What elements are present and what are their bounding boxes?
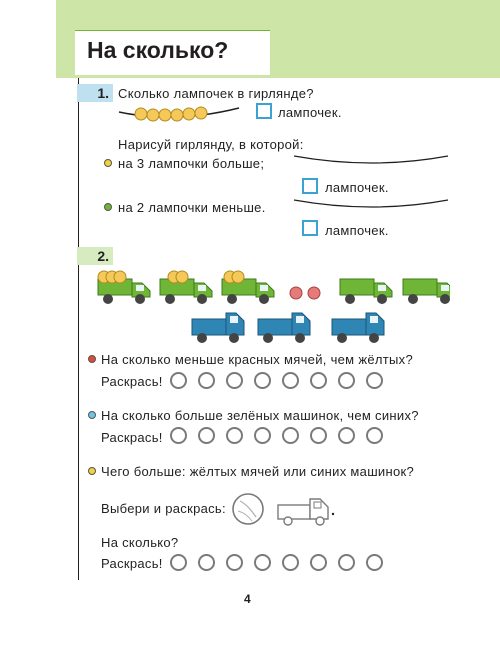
green-truck-with-balls — [160, 271, 212, 304]
green-truck — [340, 279, 392, 304]
answer-circle[interactable] — [226, 372, 243, 389]
task2-choose: Выбери и раскрась: — [101, 501, 226, 516]
answer-circle[interactable] — [338, 554, 355, 571]
answer-circle[interactable] — [310, 427, 327, 444]
green-truck — [403, 279, 450, 304]
task2-q1: На сколько меньше красных мячей, чем жёлтых? — [101, 352, 413, 367]
answer-circle[interactable] — [198, 427, 215, 444]
blue-truck — [258, 313, 310, 343]
task2-q3-action: Раскрась! — [101, 556, 163, 571]
answer-circle[interactable] — [198, 554, 215, 571]
answer-circle[interactable] — [170, 554, 187, 571]
page-title: На сколько? — [87, 37, 229, 63]
garland-bulb — [171, 109, 183, 121]
bullet-yellow — [88, 467, 96, 475]
task1-question: Сколько лампочек в гирлянде? — [118, 86, 314, 101]
task2-number: 2. — [77, 247, 113, 265]
answer-circle[interactable] — [226, 427, 243, 444]
answer-circle[interactable] — [226, 554, 243, 571]
bullet-red — [88, 355, 96, 363]
answer-circle[interactable] — [170, 427, 187, 444]
answer-circle[interactable] — [310, 372, 327, 389]
green-truck-with-balls — [222, 271, 274, 304]
task1-draw-prompt: Нарисуй гирлянду, в которой: — [118, 137, 304, 152]
blue-truck — [332, 313, 384, 343]
task1-item-more: на 3 лампочки больше; — [118, 156, 265, 171]
truck-choice-icon[interactable] — [276, 491, 336, 527]
bullet-green — [104, 203, 112, 211]
garland-bulb — [147, 109, 159, 121]
bullet-blue — [88, 411, 96, 419]
blue-truck — [192, 313, 244, 343]
answer-circle[interactable] — [338, 372, 355, 389]
ball-choice-icon[interactable] — [230, 491, 266, 527]
task1-less-unit: лампочек. — [325, 223, 389, 238]
answer-circle[interactable] — [198, 372, 215, 389]
answer-circle[interactable] — [282, 372, 299, 389]
garland-bulb — [135, 108, 147, 120]
answer-circle[interactable] — [170, 372, 187, 389]
garland-draw-line-2[interactable] — [292, 196, 452, 214]
bullet-yellow — [104, 159, 112, 167]
task2-q1-action: Раскрась! — [101, 374, 163, 389]
task2-picture — [90, 265, 450, 345]
answer-circle[interactable] — [310, 554, 327, 571]
garland-bulb — [159, 109, 171, 121]
task2-how-many: На сколько? — [101, 535, 179, 550]
garland-bulb — [195, 107, 207, 119]
answer-circle[interactable] — [254, 427, 271, 444]
red-ball — [308, 287, 320, 299]
answer-circle[interactable] — [366, 372, 383, 389]
task2-q3: Чего больше: жёлтых мячей или синих машинок? — [101, 464, 415, 479]
answer-circle[interactable] — [282, 554, 299, 571]
task2-q2-action: Раскрась! — [101, 430, 163, 445]
answer-circle[interactable] — [254, 372, 271, 389]
task2-q2: На сколько больше зелёных машинок, чем синих? — [101, 408, 419, 423]
answer-circle[interactable] — [366, 427, 383, 444]
green-truck-with-balls — [98, 271, 150, 304]
task1-less-answer-box[interactable] — [302, 220, 318, 236]
page-number: 4 — [244, 592, 251, 606]
task1-more-answer-box[interactable] — [302, 178, 318, 194]
red-ball — [290, 287, 302, 299]
task1-answer-box[interactable] — [256, 103, 272, 119]
task1-answer-unit: лампочек. — [278, 105, 342, 120]
garland-image — [115, 100, 245, 126]
left-margin-line — [78, 78, 79, 580]
garland-bulb — [183, 108, 195, 120]
task1-item-less: на 2 лампочки меньше. — [118, 200, 266, 215]
task1-more-unit: лампочек. — [325, 180, 389, 195]
task1-number: 1. — [77, 84, 113, 102]
garland-draw-line-1[interactable] — [292, 152, 452, 170]
answer-circle[interactable] — [338, 427, 355, 444]
answer-circle[interactable] — [282, 427, 299, 444]
answer-circle[interactable] — [366, 554, 383, 571]
answer-circle[interactable] — [254, 554, 271, 571]
